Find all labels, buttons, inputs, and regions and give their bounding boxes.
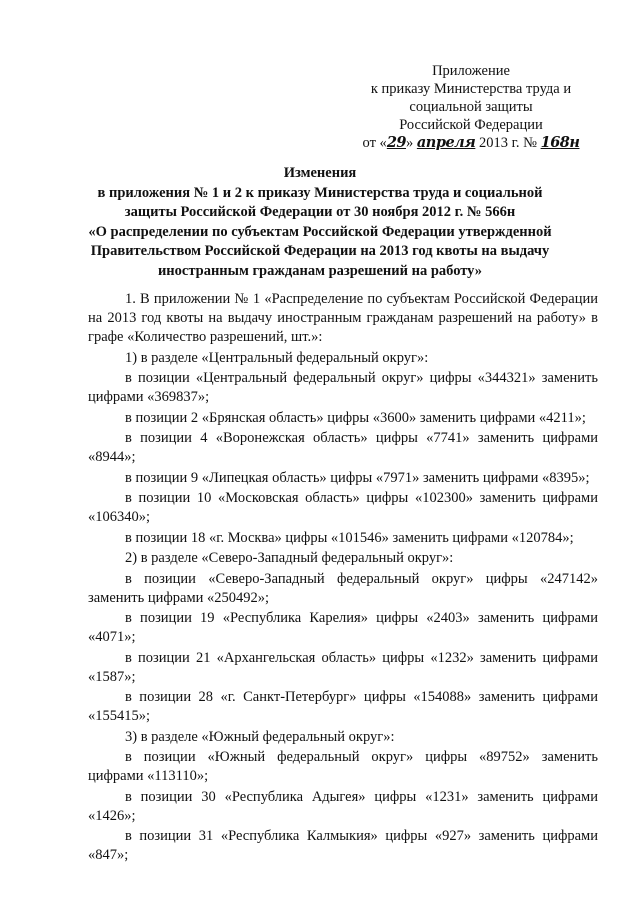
paragraph: в позиции «Южный федеральный округ» цифры «89752» заменить цифрами «113110»; — [88, 749, 598, 784]
appendix-label: Приложение — [432, 63, 510, 79]
appendix-dateline — [340, 134, 602, 152]
paragraph: 1) в разделе «Центральный федеральный округ»: — [125, 349, 429, 366]
date-year: 2013 г. № — [475, 135, 541, 151]
paragraph: в позиции 19 «Республика Карелия» цифры «2403» заменить цифрами «4071»; — [88, 610, 598, 645]
title-line-6: иностранным гражданам разрешений на работу» — [157, 262, 483, 279]
appendix-order-ref: к приказу Министерства труда и — [370, 81, 572, 97]
paragraph: 2) в разделе «Северо-Западный федеральный округ»: — [125, 550, 454, 566]
paragraph: в позиции «Северо-Западный федеральный округ» цифры «247142» заменить цифрами «250492»; — [88, 570, 598, 606]
paragraph: в позиции 18 «г. Москва» цифры «101546» заменить цифрами «120784»; — [125, 529, 574, 546]
appendix-ministry: социальной защиты — [409, 99, 533, 115]
date-day-handwritten: 29 — [386, 134, 406, 151]
appendix-country: Российской Федерации — [399, 117, 543, 133]
paragraph: в позиции 4 «Воронежская область» цифры «7741» заменить цифрами «8944»; — [88, 430, 598, 465]
order-number-handwritten: 168н — [540, 134, 580, 151]
paragraph: в позиции 9 «Липецкая область» цифры «7971» заменить цифрами «8395»; — [125, 469, 590, 486]
paragraph: 1. В приложении № 1 «Распределение по субъектам Российской Федерации на 2013 год квоты на выдачу иностранным гражданам разрешений на работу» в графе «Количество разрешений, шт.»: — [88, 291, 598, 345]
paragraph: в позиции 31 «Республика Калмыкия» цифры «927» заменить цифрами «847»; — [88, 828, 598, 863]
title-line-4: «О распределении по субъектам Российской Федерации утвержденной — [88, 223, 552, 240]
date-prefix: от « — [362, 135, 387, 151]
title-line-2: в приложения № 1 и 2 к приказу Министерства труда и социальной — [97, 184, 543, 201]
paragraph: 3) в разделе «Южный федеральный округ»: — [125, 728, 395, 745]
paragraph: в позиции 21 «Архангельская область» цифры «1232» заменить цифрами «1587»; — [88, 649, 598, 685]
paragraph: в позиции «Центральный федеральный округ» цифры «344321» заменить цифрами «369837»; — [88, 370, 598, 405]
appendix-header — [340, 62, 602, 152]
date-month-handwritten: апреля — [416, 134, 476, 151]
title-line-5: Правительством Российской Федерации на 2013 год квоты на выдачу — [90, 243, 550, 259]
paragraph: в позиции 2 «Брянская область» цифры «3600» заменить цифрами «4211»; — [125, 409, 586, 426]
document-body — [88, 290, 598, 867]
paragraph: в позиции 10 «Московская область» цифры «102300» заменить цифрами «106340»; — [88, 490, 598, 525]
paragraph: в позиции 30 «Республика Адыгея» цифры «1231» заменить цифрами «1426»; — [88, 788, 598, 824]
document-title — [78, 164, 562, 281]
date-mid: » — [406, 135, 417, 151]
paragraph: в позиции 28 «г. Санкт-Петербург» цифры «154088» заменить цифрами «155415»; — [88, 689, 598, 724]
title-line-3: защиты Российской Федерации от 30 ноября 2012 г. № 566н — [124, 204, 516, 220]
title-line-1: Изменения — [283, 165, 357, 181]
